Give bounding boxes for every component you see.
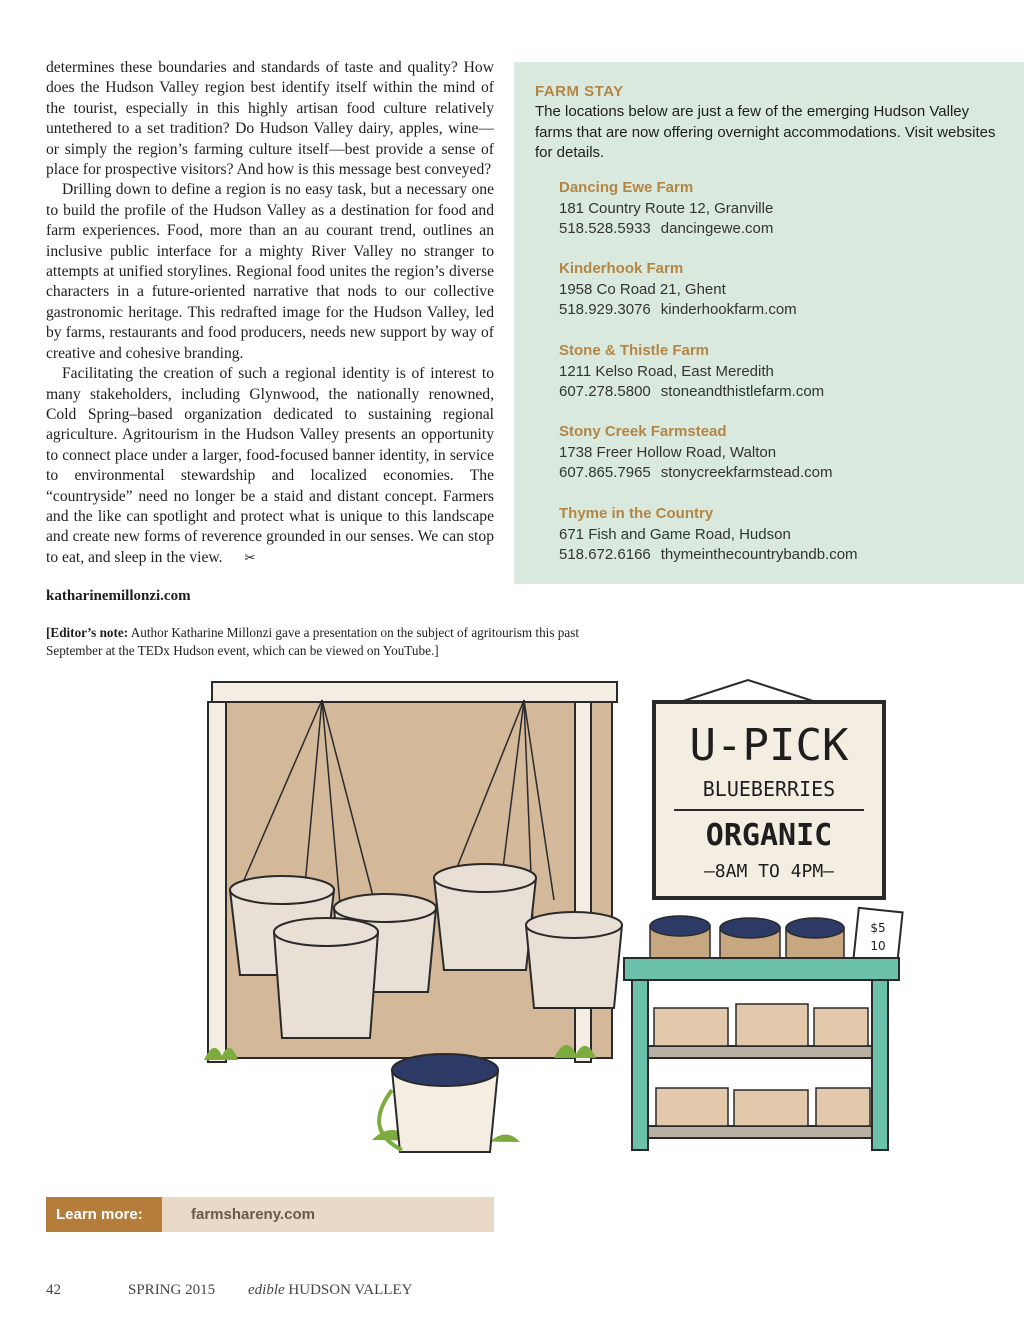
learn-more-bar xyxy=(46,1197,494,1232)
sign-line-hours: —8AM TO 4PM— xyxy=(703,861,835,882)
farm-listing xyxy=(559,178,773,240)
farm-address: 181 Country Route 12, Granville xyxy=(559,199,774,217)
editor-note xyxy=(46,624,606,660)
page-number: 42 xyxy=(46,1282,61,1298)
article-body xyxy=(46,58,494,569)
farm-listing xyxy=(559,504,858,566)
price-tag xyxy=(853,908,902,964)
farm-name: Stone & Thistle Farm xyxy=(559,342,710,359)
farm-listing xyxy=(559,259,797,321)
article-paragraph-1: determines these boundaries and standards of taste and quality? How does the Hudson Valley region best identify itself within the mind of the tourist, especially in this highly artisan food culture relatively untethered to a set tradition? Do Hudson Valley dairy, apples, wine— or simply the region’s farming culture itself—best provide a sense of place for prospective visitors? And how is this message best conveyed? xyxy=(46,59,494,179)
produce-crates xyxy=(654,1004,870,1126)
berry-baskets xyxy=(650,916,844,960)
author-website-link[interactable]: katharinemillonzi.com xyxy=(46,588,191,604)
editor-note-text: Author Katharine Millonzi gave a presentation on the subject of agritourism this past September at the TEDx Hudson event, which can be viewed on YouTube.] xyxy=(46,625,580,658)
farm-phone: 607.278.5800 xyxy=(559,383,651,400)
farm-website-link[interactable]: thymeinthecountrybandb.com xyxy=(660,546,858,563)
magazine-name xyxy=(248,1282,412,1299)
farm-address: 671 Fish and Game Road, Hudson xyxy=(559,525,791,543)
article-paragraph-3-text: Facilitating the creation of such a regional identity is of interest to many stakeholders, including Glynwood, the nationally renowned, Cold Spring–based organization dedicated to sustaining regional agriculture. Agritourism in the Hudson Valley presents an opportunity to connect place under a larger, food-focused banner identity, in service to environmental stewardship and localized economies. The “countryside” need no longer be a staid and distant concept. Farmers and the like can spotlight and protect what is unique to this landscape and create new forms of reverence grounded in our senses. We can stop to eat, and sleep in the view. xyxy=(46,365,494,566)
price-tag-line-2: 10 xyxy=(870,939,886,953)
farm-website-link[interactable]: dancingewe.com xyxy=(660,220,774,237)
farm-address: 1738 Freer Hollow Road, Walton xyxy=(559,443,777,461)
editor-note-label: [Editor’s note: xyxy=(46,625,129,640)
farm-address: 1958 Co Road 21, Ghent xyxy=(559,280,726,298)
farm-stand-illustration xyxy=(204,670,904,1180)
farm-listing xyxy=(559,341,824,403)
u-pick-sign xyxy=(654,680,884,898)
farm-website-link[interactable]: stonycreekfarmstead.com xyxy=(660,464,833,481)
sidebar-intro: The locations below are just a few of the emerging Hudson Valley farms that are now offering overnight accommodations. Visit websites for details. xyxy=(535,103,996,161)
farm-stay-sidebar xyxy=(514,62,1024,584)
farm-website-link[interactable]: stoneandthistlefarm.com xyxy=(660,383,825,400)
farm-name: Kinderhook Farm xyxy=(559,260,684,277)
farm-phone: 607.865.7965 xyxy=(559,464,651,481)
magazine-name-text: HUDSON VALLEY xyxy=(288,1282,413,1298)
farm-phone: 518.672.6166 xyxy=(559,546,651,563)
article-paragraph-2: Drilling down to define a region is no easy task, but a necessary one to build the profile of the Hudson Valley as a destination for food and farm experiences. Food, more than an au courant trend, outlines an inclusive public interface for a mighty River Valley no stranger to attempts at unified storylines. Regional food unites the region’s diverse characters in a future-oriented narrative that nods to our collective gastronomic heritage. This redrafted image for the Hudson Valley, led by farms, restaurants and food producers, needs new support by way of creative and cohesive branding. xyxy=(46,181,494,362)
sign-line-blueberries: BLUEBERRIES xyxy=(702,777,836,801)
learn-more-link[interactable]: farmshareny.com xyxy=(191,1206,315,1223)
price-tag-line-1: $5 xyxy=(870,921,886,935)
sidebar-title: FARM STAY xyxy=(535,83,624,100)
issue-date: SPRING 2015 xyxy=(128,1282,216,1298)
farm-name: Stony Creek Farmstead xyxy=(559,423,727,440)
sign-line-upick: U-PICK xyxy=(689,720,849,771)
farm-address: 1211 Kelso Road, East Meredith xyxy=(559,362,774,380)
farm-name: Dancing Ewe Farm xyxy=(559,179,694,196)
learn-more-label: Learn more: xyxy=(46,1197,162,1232)
farm-phone: 518.929.3076 xyxy=(559,301,651,318)
farm-website-link[interactable]: kinderhookfarm.com xyxy=(660,301,797,318)
article-paragraph-3 xyxy=(46,364,494,569)
end-mark-icon: ✂ xyxy=(244,550,256,566)
magazine-name-italic: edible xyxy=(248,1282,285,1298)
sign-line-organic: ORGANIC xyxy=(705,818,833,853)
farm-listing xyxy=(559,422,833,484)
farm-phone: 518.528.5933 xyxy=(559,220,651,237)
farm-name: Thyme in the Country xyxy=(559,505,714,522)
